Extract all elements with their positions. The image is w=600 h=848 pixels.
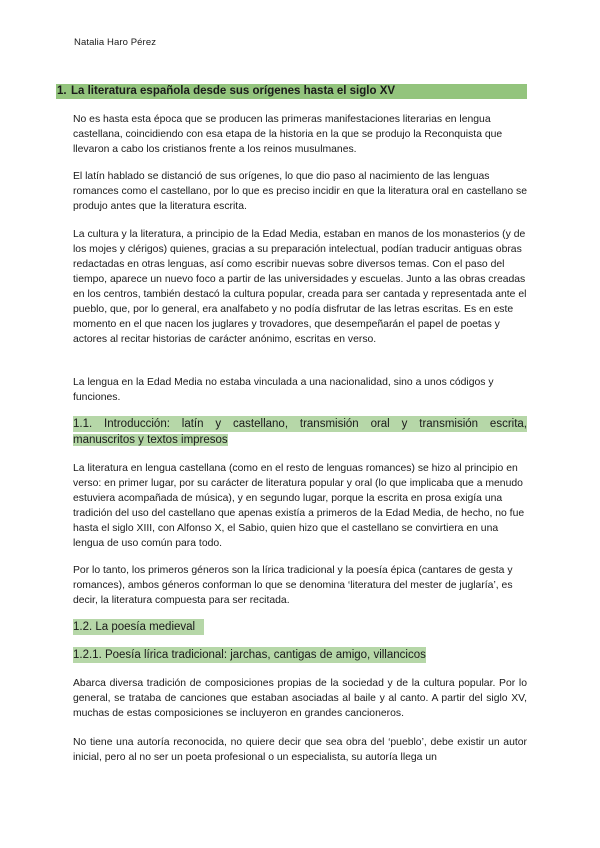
heading-section-1-title: La literatura española desde sus orígenes hasta el siglo XV xyxy=(71,85,396,97)
paragraph-4: La lengua en la Edad Media no estaba vinculada a una nacionalidad, sino a unos códigos y funciones. xyxy=(73,377,494,403)
header-author: Natalia Haro Pérez xyxy=(74,37,157,48)
heading-1-2-1: 1.2.1. Poesía lírica tradicional: jarchas, cantigas de amigo, villancicos xyxy=(73,649,426,661)
paragraph-8: No tiene una autoría reconocida, no quiere decir que sea obra del ‘pueblo’, debe existir un autor inicial, pero al no ser un poeta profesional o un especialista, su autoría llega un xyxy=(73,737,527,763)
paragraph-5: La literatura en lengua castellana (como en el resto de lenguas romances) se hizo al principio en verso: en primer lugar, por su carácter de literatura popular y oral (lo que implicaba que a menudo estuviera acompañada de música), y en segundo lugar, porque la escrita en prosa exigía una tradición del uso del castellano que apenas existía a primeros de la Edad Media, de hecho, no fue hasta el siglo XIII, con Alfonso X, el Sabio, quien hizo que el castellano se convirtiera en una lengua de uso común para todo. xyxy=(73,463,525,549)
paragraph-3: La cultura y la literatura, a principio de la Edad Media, estaban en manos de los monasterios (y de los mojes y clérigos) quienes, gracias a su preparación intelectual, podían traducir antiguas obras redactadas en otras lenguas, así como escribir nuevas sobre diversos temas. Con el paso del tiempo, aparece un nuevo foco a partir de las universidades y escuelas. Junto a las obras creadas en los centros, también destacó la cultura popular, creada para ser cantada y representada ante el pueblo, que, por lo general, era analfabeto y no podía disfrutar de las letras escritas. Es en este momento en el que nacen los juglares y trovadores, que desempeñarán el papel de poetas y actores al recitar historias de carácter anónimo, escritas en verso. xyxy=(73,229,527,345)
heading-1-1-line1: 1.1. Introducción: latín y castellano, transmisión oral y transmisión escrita, xyxy=(73,418,527,430)
paragraph-7: Abarca diversa tradición de composiciones propias de la sociedad y de la cultura popular. Por lo general, se trataba de canciones que estaban asociadas al baile y al canto. A partir del siglo XV, muchas de estas composiciones se incluyeron en grandes cancioneros. xyxy=(73,678,527,719)
heading-1-1 xyxy=(73,416,527,448)
paragraph-1: No es hasta esta época que se producen las primeras manifestaciones literarias en lengua castellana, coincidiendo con esa etapa de la historia en la que se produjo la Reconquista que llevaron a cabo los cristianos frente a los reinos musulmanes. xyxy=(73,114,503,155)
heading-1-2: 1.2. La poesía medieval xyxy=(73,619,204,635)
paragraph-6: Por lo tanto, los primeros géneros son la lírica tradicional y la poesía épica (cantares de gesta y romances), ambos géneros conforman lo que se denomina ‘literatura del mester de juglaría’, es decir, la literatura compuesta para ser recitada. xyxy=(73,565,513,606)
heading-section-1-number: 1. xyxy=(57,85,67,97)
heading-1-1-line2: manuscritos y textos impresos xyxy=(73,434,228,446)
paragraph-2: El latín hablado se distanció de sus orígenes, lo que dio paso al nacimiento de las lenguas romances como el castellano, por lo que es preciso incidir en que la literatura oral en castellano se produjo antes que la literatura escrita. xyxy=(73,171,527,212)
heading-section-1 xyxy=(56,84,527,99)
